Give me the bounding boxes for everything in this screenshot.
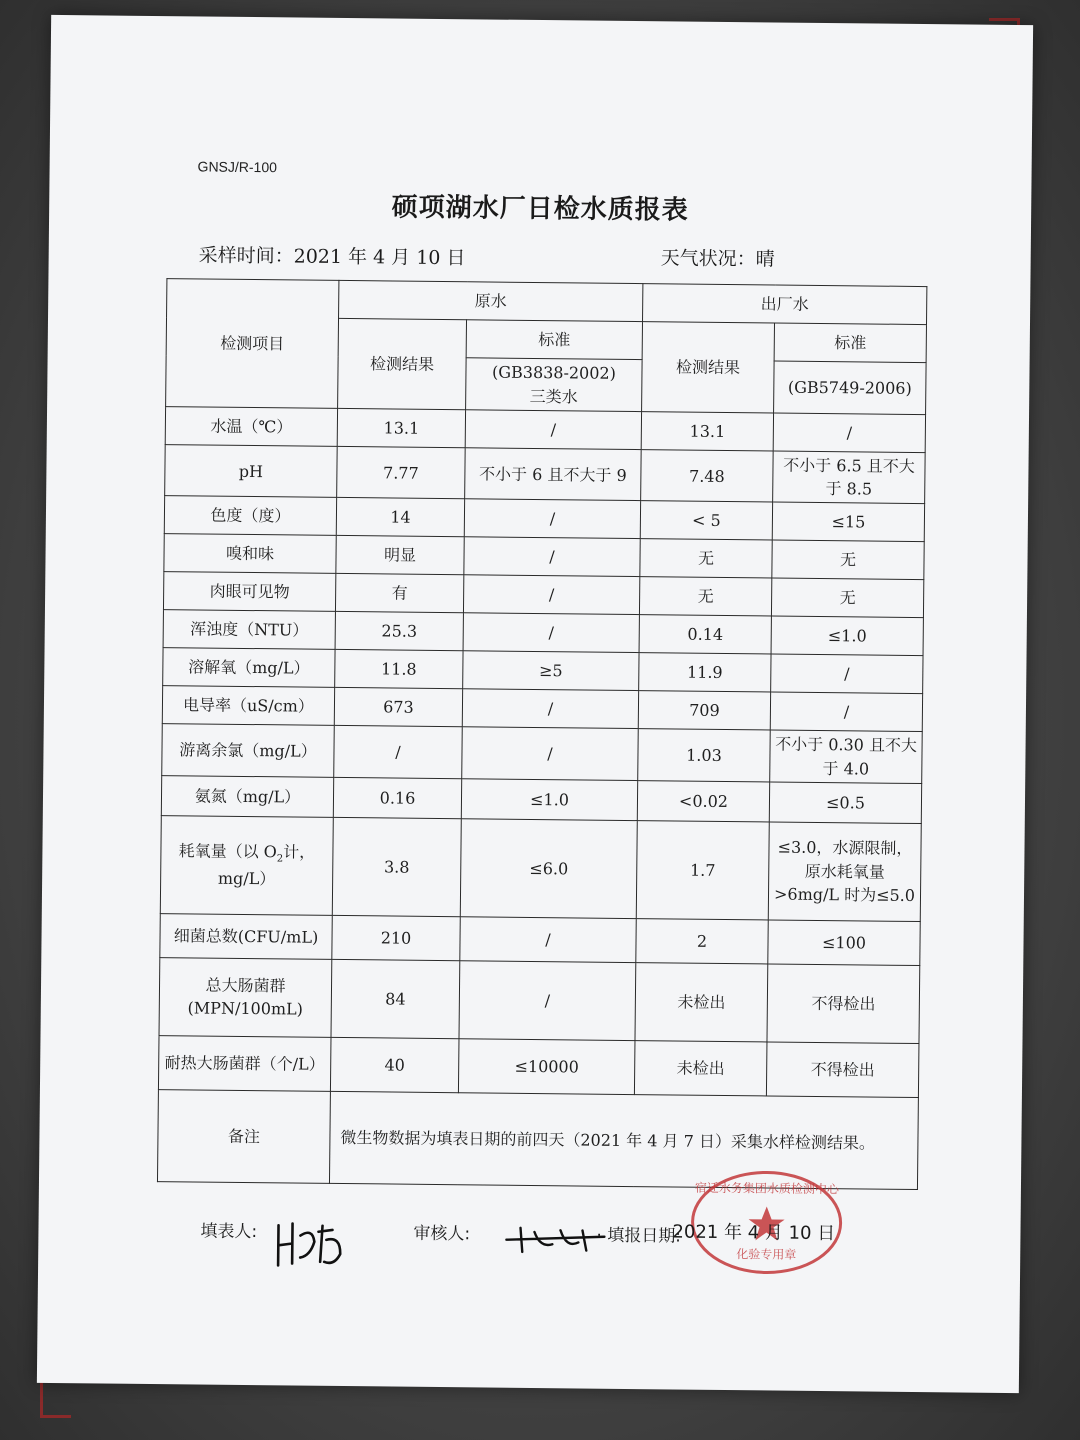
header-out-standard: 标准: [774, 323, 926, 363]
row-item: 水温（℃）: [165, 407, 337, 447]
sampling-time: 采样时间：2021 年 4 月 10 日: [198, 244, 466, 270]
row-item: 游离余氯（mg/L）: [162, 724, 335, 777]
out-result: 无: [639, 577, 771, 616]
date-label: · 填报日期:: [596, 1225, 682, 1247]
header-raw-result: 检测结果: [338, 318, 467, 409]
raw-standard: /: [463, 575, 639, 615]
out-result: 709: [638, 691, 770, 730]
header-raw-standard: 标准: [466, 320, 642, 360]
row-item: 氨氮（mg/L）: [161, 775, 333, 817]
raw-standard: ≤6.0: [460, 818, 637, 918]
out-standard: 不小于 6.5 且不大于 8.5: [773, 451, 926, 504]
weather-status: 天气状况：晴: [660, 247, 775, 271]
out-standard: /: [770, 692, 922, 732]
raw-result: 7.77: [337, 446, 466, 499]
remark-label: 备注: [157, 1089, 330, 1183]
out-result: 11.9: [639, 653, 771, 692]
raw-standard: /: [464, 537, 640, 577]
out-standard: 无: [772, 540, 924, 580]
header-out-water: 出厂水: [643, 284, 927, 325]
raw-standard-code: (GB3838-2002): [491, 362, 617, 384]
out-standard: ≤3.0，水源限制，原水耗氧量>6mg/L 时为≤5.0: [768, 822, 921, 922]
raw-standard: ≥5: [463, 651, 639, 691]
row-item: 色度（度）: [164, 496, 336, 536]
row-item: 肉眼可见物: [163, 572, 335, 612]
out-standard: ≤0.5: [769, 782, 921, 824]
document-code: GNSJ/R-100: [197, 158, 278, 176]
row-item: 细菌总数(CFU/mL): [160, 913, 332, 959]
out-result: 7.48: [641, 450, 774, 503]
raw-result: 11.8: [335, 650, 463, 689]
row-item-text-end: 计，mg/L）: [217, 842, 316, 889]
water-quality-table: [157, 278, 927, 1190]
raw-standard: ≤10000: [458, 1038, 635, 1094]
raw-standard: /: [460, 916, 636, 962]
raw-result: 673: [334, 688, 462, 727]
row-item: 耐热大肠菌群（个/L）: [158, 1035, 331, 1091]
raw-result: 有: [335, 574, 463, 613]
header-raw-standard-code: [466, 358, 643, 412]
raw-result: 14: [336, 498, 464, 537]
out-standard: ≤1.0: [771, 616, 923, 656]
table-row: [160, 913, 920, 965]
raw-result: 210: [332, 915, 460, 960]
out-result: 1.7: [636, 820, 769, 919]
raw-standard: ≤1.0: [461, 778, 637, 820]
out-standard: 不小于 0.30 且不大于 4.0: [770, 730, 923, 783]
row-item: pH: [165, 445, 338, 498]
out-standard: 无: [771, 578, 923, 618]
out-standard: 不得检出: [766, 1042, 919, 1098]
row-item-text: 耗氧量（以 O: [178, 841, 277, 862]
raw-standard: /: [463, 613, 639, 653]
out-result: 1.03: [638, 729, 771, 782]
raw-standard: /: [465, 410, 641, 450]
out-result: 2: [636, 918, 768, 963]
row-item: 溶解氧（mg/L）: [163, 648, 335, 688]
raw-standard: /: [459, 960, 636, 1040]
table-row: [162, 724, 923, 783]
row-item: 浑浊度（NTU）: [163, 610, 335, 650]
raw-standard: /: [464, 499, 640, 539]
header-item: 检测项目: [166, 279, 339, 409]
out-result: 13.1: [641, 412, 773, 451]
out-result: <0.02: [637, 780, 769, 821]
filler-label: 填表人:: [200, 1221, 258, 1243]
out-result: 无: [640, 539, 772, 578]
seal-text: 宿迁水务集团水质检测中心: [694, 1180, 840, 1197]
report-date-handwritten: 2021 年 4 月 10 日: [672, 1221, 836, 1245]
out-standard: /: [771, 654, 923, 694]
row-item: 总大肠菌群(MPN/100mL): [159, 957, 332, 1037]
raw-result: /: [334, 726, 463, 779]
header-out-standard-code: (GB5749-2006): [774, 361, 927, 415]
raw-result: 13.1: [337, 408, 465, 447]
raw-result: 明显: [336, 536, 464, 575]
raw-result: 25.3: [335, 612, 463, 651]
raw-result: 84: [331, 959, 460, 1038]
out-standard: 不得检出: [767, 964, 920, 1044]
raw-standard: 不小于 6 且不大于 9: [465, 448, 642, 501]
raw-result: 40: [330, 1037, 459, 1092]
table-row: [165, 445, 926, 504]
out-standard: ≤100: [768, 920, 920, 966]
raw-standard-class: 三类水: [529, 386, 578, 406]
table-row: [158, 1035, 919, 1097]
table-row: [159, 957, 920, 1043]
out-result: 未检出: [635, 962, 768, 1041]
out-result: < 5: [640, 501, 772, 540]
raw-standard: /: [462, 727, 639, 780]
report-title: 硕项湖水厂日检水质报表: [391, 192, 689, 226]
header-raw-water: 原水: [339, 280, 643, 321]
header-out-result: 检测结果: [642, 322, 775, 413]
seal-sub: 化验专用章: [736, 1247, 797, 1262]
row-item: 电导率（uS/cm）: [162, 686, 334, 726]
row-item: [160, 815, 333, 915]
raw-result: 0.16: [333, 777, 461, 818]
filler-signature: [270, 1205, 351, 1276]
table-row: [160, 815, 921, 921]
raw-standard: /: [462, 689, 638, 729]
remark-text: 微生物数据为填表日期的前四天（2021 年 4 月 7 日）采集水样检测结果。: [329, 1091, 918, 1189]
raw-result: 3.8: [332, 817, 461, 916]
row-item-subscript: 2: [276, 853, 284, 865]
out-result: 0.14: [639, 615, 771, 654]
report-sheet: [37, 15, 1033, 1393]
out-standard: ≤15: [772, 502, 924, 542]
row-item: 嗅和味: [164, 534, 336, 574]
out-standard: /: [773, 413, 925, 453]
out-result: 未检出: [634, 1040, 767, 1095]
reviewer-signature: [500, 1218, 610, 1259]
reviewer-label: 审核人:: [413, 1223, 471, 1245]
